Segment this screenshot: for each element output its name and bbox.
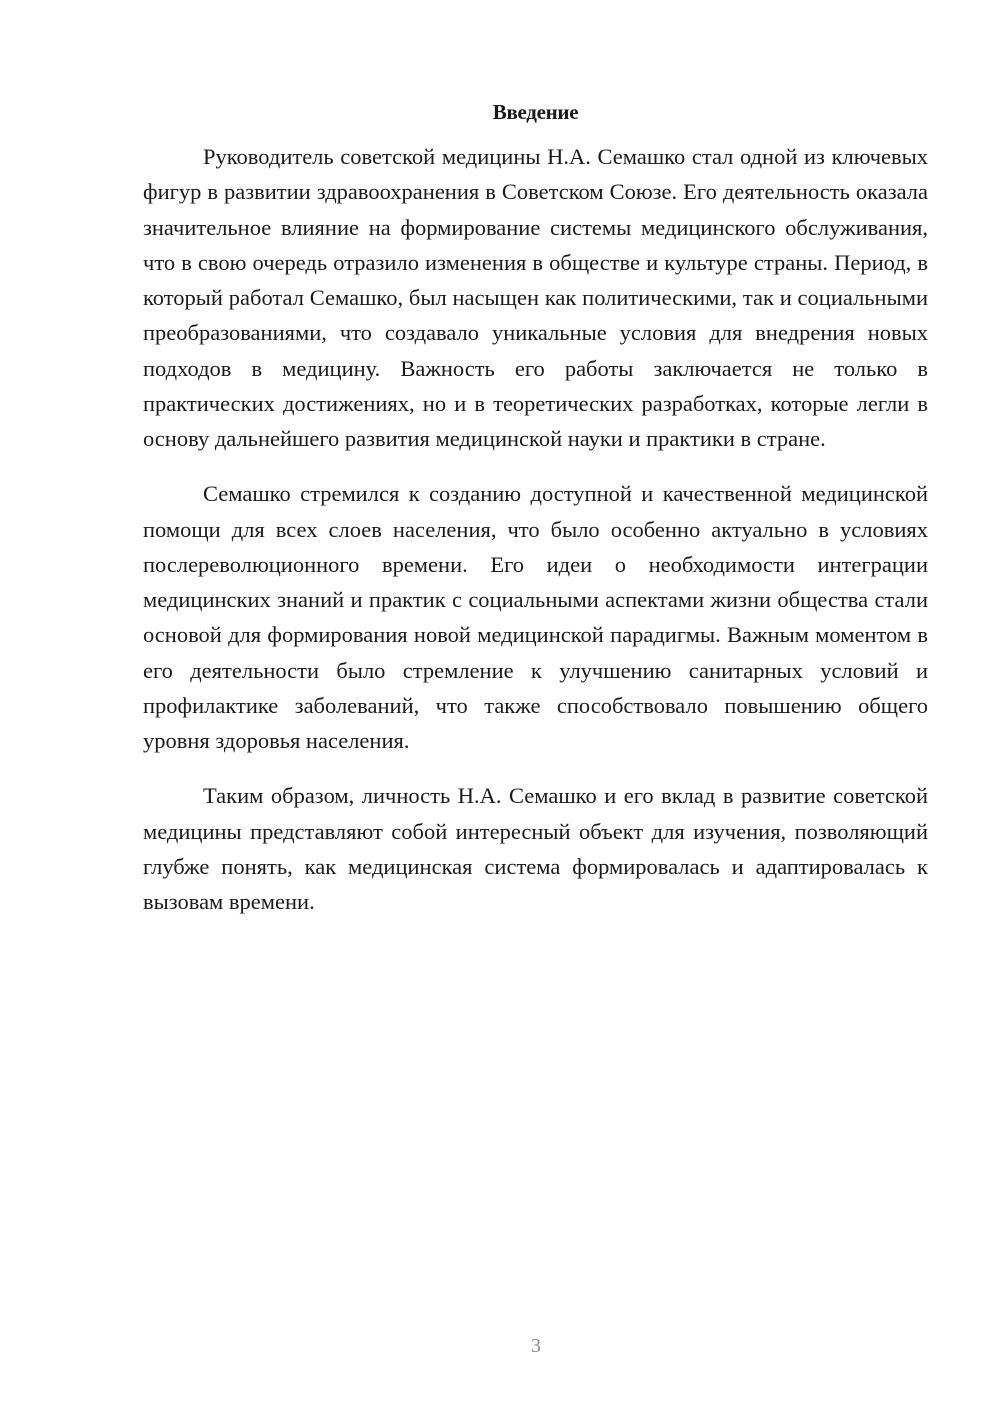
- paragraph-2: Семашко стремился к созданию доступной и качественной медицинской помощи для всех слоев населения, что было особенно актуально в условиях послереволюционного времени. Его идеи о необходимости интеграции медицинских знаний и практик с социальными аспектами жизни общества стали основой для формирования новой медицинской парадигмы. Важным моментом в его деятельности было стремление к улучшению санитарных условий и профилактике заболеваний, что также способствовало повышению общего уровня здоровья населения.: [143, 481, 928, 753]
- page-content: [143, 96, 928, 919]
- section-heading: Введение: [492, 100, 579, 124]
- paragraph-1: Руководитель советской медицины Н.А. Семашко стал одной из ключевых фигур в развитии здравоохранения в Советском Союзе. Его деятельность оказала значительное влияние на формирование системы медицинского обслуживания, что в свою очередь отразило изменения в обществе и культуре страны. Период, в который работал Семашко, был насыщен как политическими, так и социальными преобразованиями, что создавало уникальные условия для внедрения новых подходов в медицину. Важность его работы заключается не только в практических достижениях, но и в теоретических разработках, которые легли в основу дальнейшего развития медицинской науки и практики в стране.: [143, 144, 928, 451]
- page-number: 3: [531, 1335, 541, 1357]
- paragraph-3: Таким образом, личность Н.А. Семашко и его вклад в развитие советской медицины представляют собой интересный объект для изучения, позволяющий глубже понять, как медицинская система формировалась и адаптировалась к вызовам времени.: [143, 783, 928, 914]
